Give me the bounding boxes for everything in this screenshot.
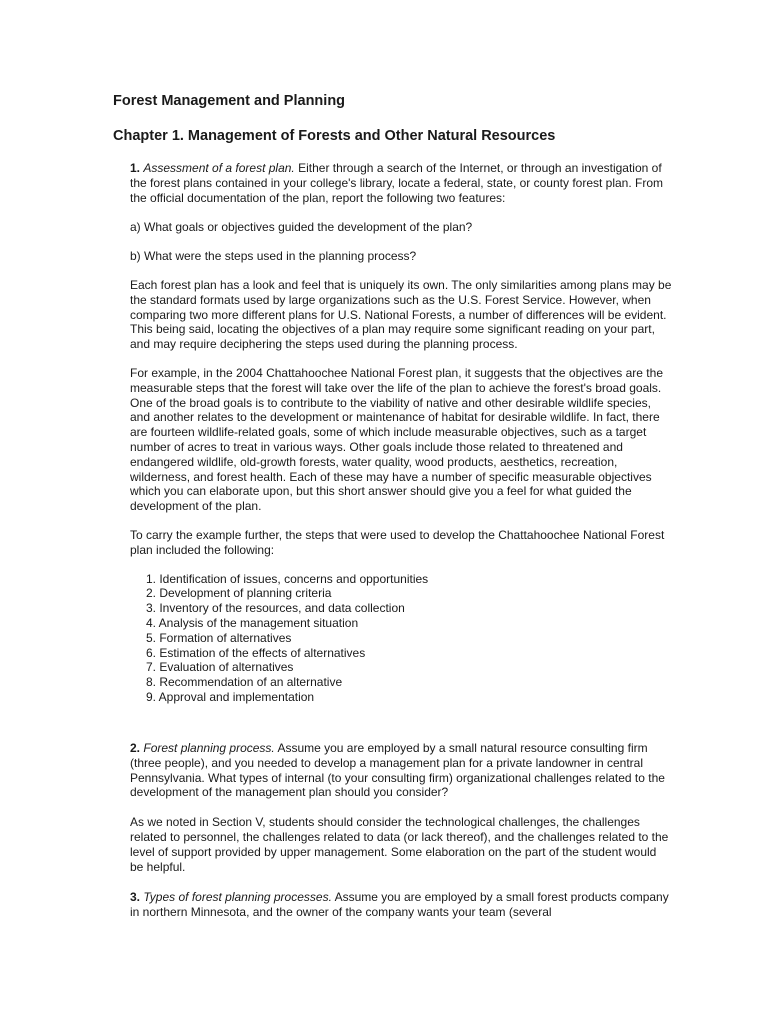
question-text: Assume you are employed by a small natural resource consulting firm (three people), and you needed to develop a management plan for a private landowner in central Pennsylvania. What types of internal (to your consulting firm) organizational challenges related to the development of the management plan should you consider?	[130, 741, 665, 800]
list-item: 3. Inventory of the resources, and data collection	[146, 601, 405, 616]
list-item: 7. Evaluation of alternatives	[146, 660, 294, 675]
question-3	[113, 890, 673, 920]
question-number: 2.	[130, 741, 141, 755]
question-lead: Forest planning process.	[143, 741, 275, 755]
document-title: Forest Management and Planning	[113, 93, 346, 109]
list-item: 2. Development of planning criteria	[146, 586, 332, 601]
list-item: 1. Identification of issues, concerns and opportunities	[146, 571, 429, 586]
question-1-part-b: b) What were the steps used in the planning process?	[130, 249, 417, 264]
list-item: 4. Analysis of the management situation	[146, 615, 359, 630]
question-2	[113, 741, 673, 888]
list-item: 6. Estimation of the effects of alternatives	[146, 645, 366, 660]
list-item: 8. Recommendation of an alternative	[146, 675, 343, 690]
answer-paragraph: Each forest plan has a look and feel that is uniquely its own. The only similarities among plans may be the standard formats used by large organizations such as the U.S. Forest Service. However, when comparing two more different plans for U.S. National Forests, a number of differences will be evident. This being said, locating the objectives of a plan may require some significant reading on your part, and may require deciphering the steps used during the planning process.	[130, 277, 672, 352]
question-number: 1.	[130, 161, 141, 175]
question-1-part-a: a) What goals or objectives guided the development of the plan?	[130, 220, 473, 235]
answer-paragraph: As we noted in Section V, students should consider the technological challenges, the challenges related to personnel, the challenges related to data (or lack thereof), and the challenges related to the level of support provided by upper management. Some elaboration on the part of the student would be helpful.	[130, 815, 669, 874]
question-number: 3.	[130, 890, 141, 904]
question-1	[113, 161, 673, 705]
question-3-prompt	[113, 890, 673, 920]
list-item: 5. Formation of alternatives	[146, 630, 292, 645]
question-text: Either through a search of the Internet, or through an investigation of the forest plans contained in your college's library, locate a federal, state, or county forest plan. From the official documentation of the plan, report the following two features:	[130, 161, 664, 205]
chapter-heading: Chapter 1. Management of Forests and Other Natural Resources	[113, 128, 556, 144]
list-item: 9. Approval and implementation	[146, 689, 315, 704]
question-1-prompt	[113, 161, 673, 205]
question-lead: Types of forest planning processes.	[143, 890, 332, 904]
question-lead: Assessment of a forest plan.	[143, 161, 295, 175]
answer-paragraph: To carry the example further, the steps that were used to develop the Chattahoochee National Forest plan included the following:	[130, 527, 665, 557]
question-2-prompt	[113, 741, 673, 800]
planning-steps-list	[146, 572, 673, 705]
question-text: Assume you are employed by a small forest products company in northern Minnesota, and the owner of the company wants your team (several	[130, 890, 669, 919]
answer-paragraph: For example, in the 2004 Chattahoochee National Forest plan, it suggests that the objectives are the measurable steps that the forest will take over the life of the plan to achieve the forest's broad goals. One of the broad goals is to contribute to the viability of native and other desirable wildlife species, and another relates to the development or maintenance of habitat for desirable wildlife. In fact, there are fourteen wildlife-related goals, some of which include measurable objectives, such as a target number of acres to treat in various ways. Other goals include those related to threatened and endangered wildlife, old-growth forests, water quality, wood products, aesthetics, recreation, wilderness, and forest health. Each of these may have a number of specific measurable objectives which you can elaborate upon, but this short answer should give you a feel for what guided the development of the plan.	[130, 365, 663, 514]
